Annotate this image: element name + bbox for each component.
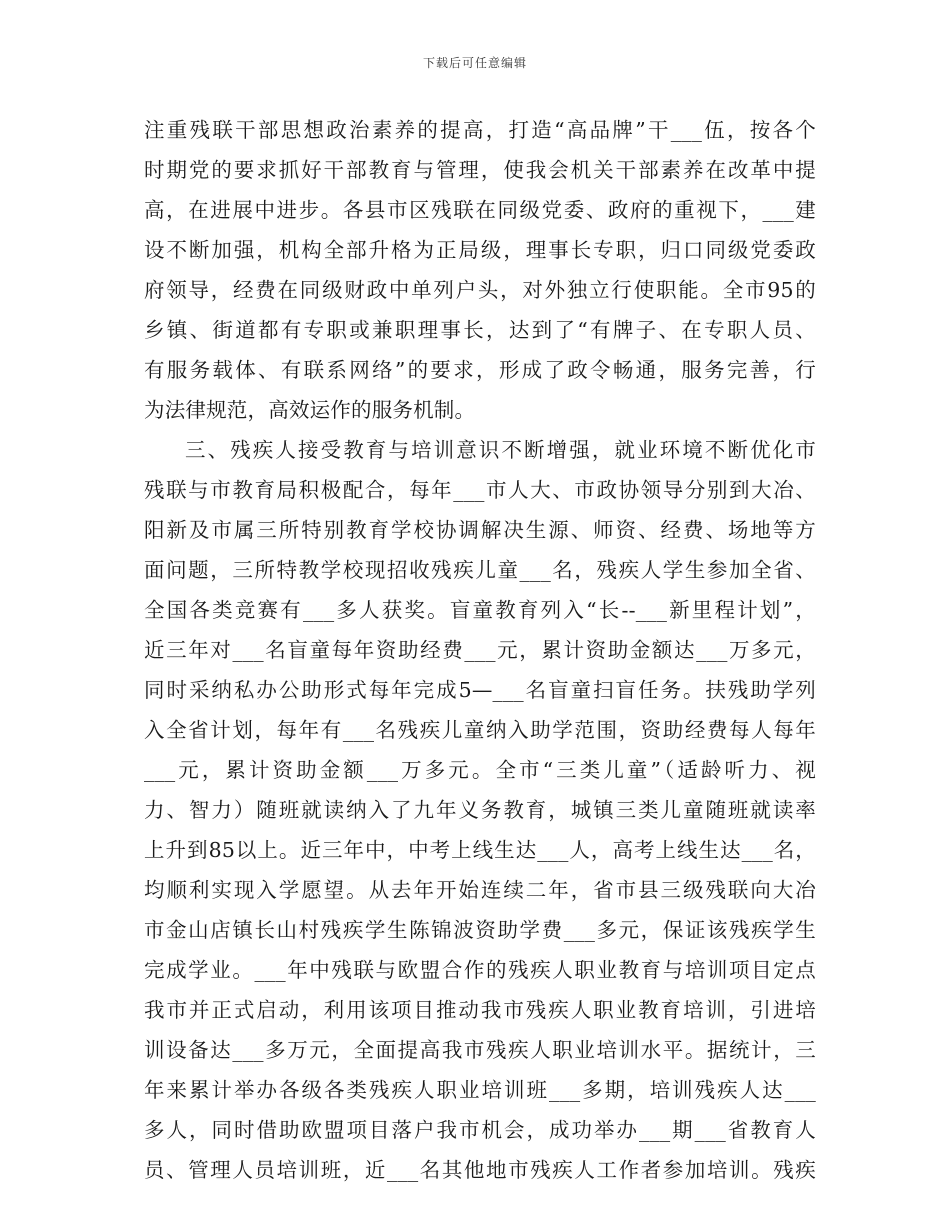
page-header: 下载后可任意编辑 — [422, 56, 527, 70]
text-line: 府领导，经费在同级财政中单列户头，对外独立行使职能。全市95的 — [144, 278, 816, 302]
text-line: 高，在进展中进步。各县市区残联在同级党委、政府的重视下，___建 — [144, 198, 816, 222]
paragraph-2 — [144, 430, 816, 1190]
text-line: 时期党的要求抓好干部教育与管理，使我会机关干部素养在改革中提 — [144, 158, 816, 182]
text-line: 三、残疾人接受教育与培训意识不断增强，就业环境不断优化市 — [185, 438, 816, 462]
text-line: 注重残联干部思想政治素养的提高，打造“高品牌”干___伍，按各个 — [144, 118, 816, 142]
text-line: 为法律规范，高效运作的服务机制。 — [144, 398, 476, 422]
text-line: 有服务载体、有联系网络”的要求，形成了政令畅通，服务完善，行 — [144, 358, 816, 382]
text-line: 乡镇、街道都有专职或兼职理事长，达到了“有牌子、在专职人员、 — [144, 318, 816, 342]
text-line: 残联与市教育局积极配合，每年___市人大、市政协领导分别到大冶、 — [144, 478, 816, 502]
text-line: 员、管理人员培训班，近___名其他地市残疾人工作者参加培训。残疾 — [144, 1158, 816, 1182]
text-line: 我市并正式启动，利用该项目推动我市残疾人职业教育培训，引进培 — [144, 998, 816, 1022]
text-line: 完成学业。___年中残联与欧盟合作的残疾人职业教育与培训项目定点 — [144, 958, 816, 982]
text-line: 市金山店镇长山村残疾学生陈锦波资助学费___多元，保证该残疾学生 — [144, 918, 816, 942]
text-line: 入全省计划，每年有___名残疾儿童纳入助学范围，资助经费每人每年 — [144, 718, 816, 742]
text-line: 全国各类竞赛有___多人获奖。盲童教育列入“长--___新里程计划”， — [144, 598, 816, 622]
text-line: 同时采纳私办公助形式每年完成5—___名盲童扫盲任务。扶残助学列 — [144, 678, 816, 702]
text-line: 设不断加强，机构全部升格为正局级，理事长专职，归口同级党委政 — [144, 238, 816, 262]
text-line: 力、智力）随班就读纳入了九年义务教育，城镇三类儿童随班就读率 — [144, 798, 816, 822]
text-line: 面问题，三所特教学校现招收残疾儿童___名，残疾人学生参加全省、 — [144, 558, 816, 582]
text-line: 均顺利实现入学愿望。从去年开始连续二年，省市县三级残联向大冶 — [144, 878, 816, 902]
text-line: 近三年对___名盲童每年资助经费___元，累计资助金额达___万多元， — [144, 638, 816, 662]
text-line: 多人，同时借助欧盟项目落户我市机会，成功举办___期___省教育人 — [144, 1118, 816, 1142]
document-body — [144, 110, 816, 1190]
text-line: 训设备达___多万元，全面提高我市残疾人职业培训水平。据统计，三 — [144, 1038, 816, 1062]
text-line: 阳新及市属三所特别教育学校协调解决生源、师资、经费、场地等方 — [144, 518, 816, 542]
paragraph-1 — [144, 110, 816, 430]
text-line: 上升到85以上。近三年中，中考上线生达___人，高考上线生达___名， — [144, 838, 816, 862]
text-line: 年来累计举办各级各类残疾人职业培训班___多期，培训残疾人达___ — [144, 1078, 816, 1102]
text-line: ___元，累计资助金额___万多元。全市“三类儿童”（适龄听力、视 — [144, 758, 816, 782]
